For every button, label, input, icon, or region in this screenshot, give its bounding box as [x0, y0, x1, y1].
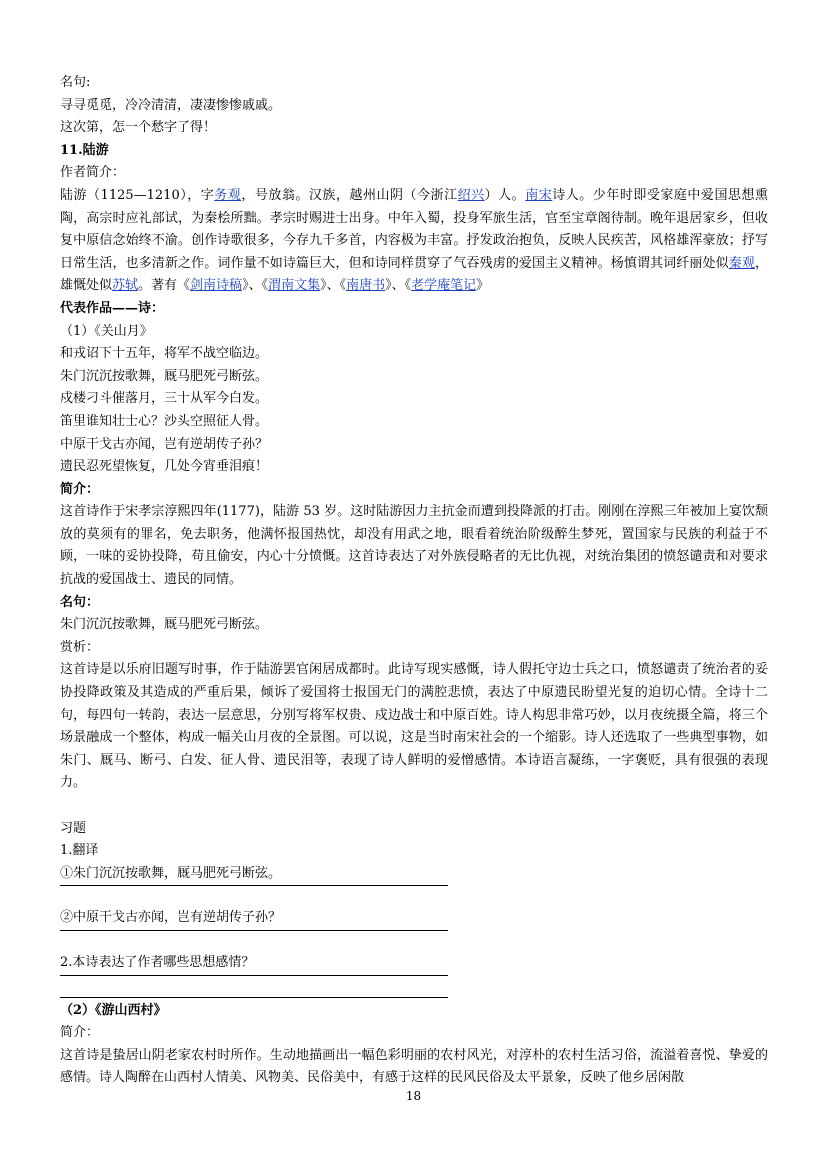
- bio-link[interactable]: 秦观: [728, 255, 755, 271]
- poem-title: （2）《游山西村》: [60, 1002, 167, 1018]
- famous-quote-line: 寻寻觅觅，冷冷清清，凄凄惨惨戚戚。: [60, 97, 282, 113]
- bio-text: 诗人。少年时即受家庭中爱国思想熏陶，高宗时应礼部试，为秦桧所黜。孝宗时赐进士出身。中年入蜀，投身军旅生活，官至宝章阁待制。晚年退居家乡，但收复中原信念始终不渝。创作诗歌很多，今存九千多首，内容极为丰富。抒发政治抱负，反映人民疾苦，风格雄浑豪放；抒写日常生活，也多清新之作。词作量不如诗篇巨大，但和诗同样贯穿了气吞残虏的爱国主义精神。杨慎谓其词纤丽处似: [60, 187, 768, 271]
- answer-line: [60, 997, 448, 998]
- question-1: 1.翻译: [60, 843, 99, 859]
- famous-label: 名句：: [60, 594, 100, 610]
- bio-link[interactable]: 绍兴: [457, 187, 485, 203]
- question-1b: ②中原干戈古亦闻，岂有逆胡传子孙？: [60, 910, 282, 926]
- bio-text: ，号放翁。汉族，越州山阴（今浙江: [241, 187, 458, 203]
- bio-link[interactable]: 苏轼: [112, 278, 139, 294]
- spacer: [60, 795, 768, 818]
- poem-intro: 这首诗作于宋孝宗淳熙四年(1177)，陆游 53 岁。这时陆游因力主抗金而遭到投降派的打击。刚刚在淳熙三年被加上宴饮颓放的莫须有的罪名，免去职务，他满怀报国热忱，却没有用武之地，眼看着统治阶级醉生梦死，置国家与民族的利益于不顾，一味的妥协投降，苟且偷安，内心十分愤慨。这首诗表达了对外族侵略者的无比仇视，对统治集团的愤怒谴责和对要求抗战的爱国战士、遗民的同情。: [60, 504, 768, 588]
- famous-quote-label: 名句:: [60, 75, 91, 90]
- appreciation-text: 这首诗是以乐府旧题写时事，作于陆游罢官闲居成都时。此诗写现实感慨，诗人假托守边士兵之口，愤怒谴责了统治者的妥协投降政策及其造成的严重后果，倾诉了爱国将士报国无门的满腔悲愤，表达了中原遗民盼望光复的迫切心情。全诗十二句，每四句一转韵，表达一层意思，分别写将军权贵、戍边战士和中原百姓。诗人构思非常巧妙，以月夜统摄全篇，将三个场景融成一个整体，构成一幅关山月夜的全景图。可以说，这是当时南宋社会的一个缩影。诗人还选取了一些典型事物，如朱门、厩马、断弓、白发、征人骨、遗民泪等，表现了诗人鲜明的爱憎感情。本诗语言凝练，一字褒贬，具有很强的表现力。: [60, 662, 768, 791]
- poem-line: 戍楼刁斗催落月，三十从军今白发。: [60, 391, 269, 407]
- author-bio: [60, 185, 768, 298]
- bio-text: 》: [476, 278, 490, 294]
- bio-link[interactable]: 南唐书: [346, 278, 386, 294]
- bio-text: 》、《: [385, 278, 412, 294]
- answer-line: [60, 975, 448, 976]
- poem-title: （1）《关山月》: [60, 323, 153, 339]
- poem-line: 和戎诏下十五年，将军不战空临边。: [60, 346, 269, 362]
- bio-link[interactable]: 老学庵笔记: [411, 278, 477, 294]
- page-number: 18: [405, 1089, 422, 1103]
- question-2: 2.本诗表达了作者哪些思想感情？: [60, 954, 255, 970]
- exercise-label: 习题: [60, 820, 87, 836]
- poem-line: 笛里谁知壮士心？沙头空照征人骨。: [60, 413, 269, 429]
- bio-text: 》、《: [320, 278, 347, 294]
- poem-line: 遗民忍死望恢复，几处今宵垂泪痕！: [60, 459, 269, 475]
- bio-text: 陆游（1125—1210），字: [60, 187, 215, 203]
- famous-line: 朱门沉沉按歌舞，厩马肥死弓断弦。: [60, 617, 269, 633]
- bio-link[interactable]: 剑南诗稿: [190, 278, 243, 294]
- bio-link[interactable]: 南宋: [525, 187, 553, 203]
- answer-line: [60, 885, 448, 886]
- bio-link[interactable]: 务观: [214, 187, 242, 203]
- poem-line: 朱门沉沉按歌舞，厩马肥死弓断弦。: [60, 368, 269, 384]
- intro-label: 简介：: [60, 1025, 100, 1041]
- bio-text: ）人。: [484, 187, 526, 203]
- intro-label: 简介：: [60, 481, 100, 497]
- section-heading: 11.陆游: [60, 142, 109, 158]
- bio-text: 》、《: [242, 278, 269, 294]
- poem-line: 中原干戈古亦闻，岂有逆胡传子孙？: [60, 436, 269, 452]
- document-page: [60, 72, 768, 1090]
- answer-line: [60, 930, 448, 931]
- works-label: 代表作品——诗：: [60, 300, 165, 316]
- poem-intro: 这首诗是蛰居山阴老家农村时所作。生动地描画出一幅色彩明丽的农村风光，对淳朴的农村生活习俗，流溢着喜悦、挚爱的感情。诗人陶醉在山西村人情美、风物美、民俗美中，有感于这样的民风民俗及太平景象，反映了他乡居闲散: [60, 1047, 768, 1086]
- bio-text: ，雄慨处似: [60, 255, 768, 294]
- bio-text: 。著有《: [138, 278, 191, 294]
- bio-link[interactable]: 渭南文集: [268, 278, 321, 294]
- famous-quote-line: 这次第，怎一个愁字了得！: [60, 120, 217, 136]
- author-intro-label: 作者简介：: [60, 165, 126, 181]
- question-1a: ①朱门沉沉按歌舞，厩马肥死弓断弦。: [60, 865, 282, 881]
- appreciation-label: 赏析：: [60, 639, 100, 655]
